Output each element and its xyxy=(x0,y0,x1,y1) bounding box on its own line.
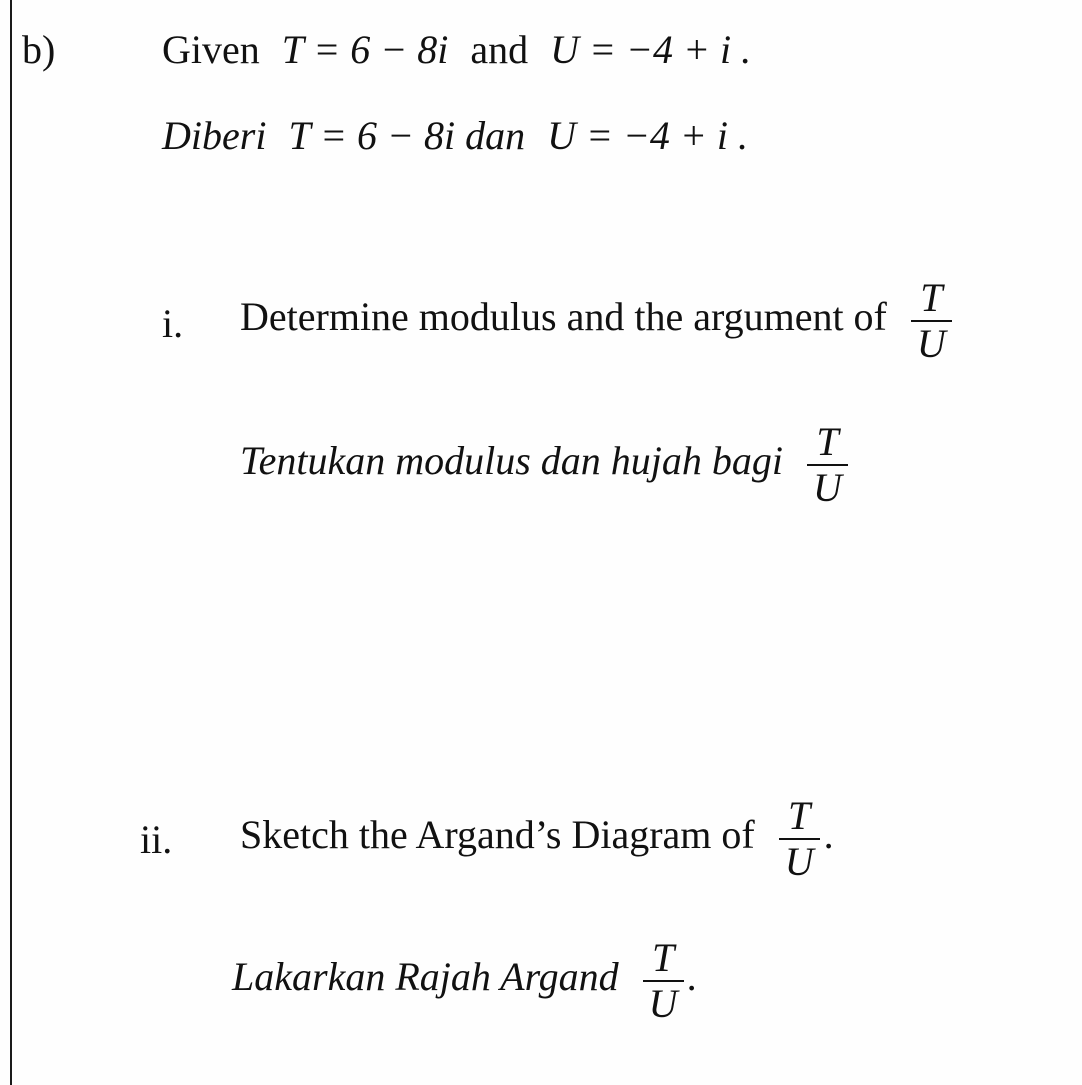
question-ii-english-text: Sketch the Argand’s Diagram of xyxy=(240,812,755,858)
question-ii-malay-text: Lakarkan Rajah Argand xyxy=(232,954,619,1000)
given-T-expression: T = 6 − 8i xyxy=(281,27,449,72)
given-prefix: Given xyxy=(162,27,260,72)
fraction-denominator: U xyxy=(784,839,814,884)
left-border-line xyxy=(10,0,12,1085)
question-i-english xyxy=(240,276,956,366)
fraction-numerator: T xyxy=(911,276,952,322)
fraction-T-over-U xyxy=(807,420,848,510)
part-label: b) xyxy=(22,27,56,72)
fraction-numerator: T xyxy=(643,936,684,982)
fraction-T-over-U xyxy=(779,794,820,884)
fraction-T-over-U xyxy=(911,276,952,366)
question-ii-english-suffix: . xyxy=(823,812,834,858)
fraction-denominator: U xyxy=(813,465,842,510)
question-i-label: i. xyxy=(162,301,184,346)
question-ii-malay xyxy=(232,936,698,1026)
fraction-numerator: T xyxy=(807,420,848,466)
diberi-dan: dan xyxy=(465,113,526,158)
question-ii-label: ii. xyxy=(140,817,173,862)
given-english-line xyxy=(162,26,751,74)
question-i-malay-text: Tentukan modulus dan hujah bagi xyxy=(240,438,783,484)
fraction-T-over-U xyxy=(643,936,684,1026)
fraction-numerator: T xyxy=(779,794,820,840)
given-U-expression: U = −4 + i . xyxy=(550,27,752,72)
diberi-T-expression: T = 6 − 8i xyxy=(288,113,456,158)
question-i-english-text: Determine modulus and the argument of xyxy=(240,294,887,340)
diberi-prefix: Diberi xyxy=(162,113,267,158)
fraction-denominator: U xyxy=(648,981,678,1026)
fraction-denominator: U xyxy=(916,321,946,366)
given-malay-line xyxy=(162,112,748,160)
given-and: and xyxy=(470,27,529,72)
question-ii-malay-suffix: . xyxy=(687,954,698,1000)
question-ii-english xyxy=(240,794,834,884)
question-i-malay xyxy=(240,420,852,510)
diberi-U-expression: U = −4 + i . xyxy=(547,113,749,158)
